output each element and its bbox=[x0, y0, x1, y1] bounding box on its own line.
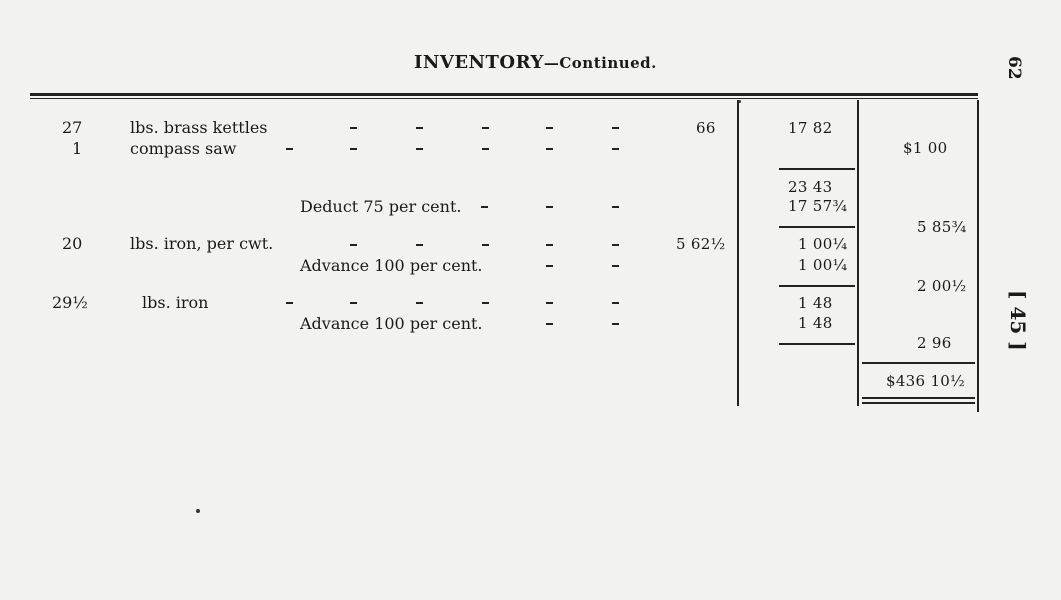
row-item: lbs. brass kettles bbox=[130, 118, 268, 137]
leader-dash bbox=[350, 302, 357, 304]
row-total: 2 96 bbox=[917, 334, 952, 352]
row-total: $1 00 bbox=[903, 139, 948, 157]
leader-dash bbox=[286, 148, 293, 150]
leader-dash bbox=[286, 302, 293, 304]
row-amount: 17 57¾ bbox=[788, 197, 848, 215]
row-qty: 1 bbox=[72, 139, 83, 158]
leader-dash bbox=[482, 148, 489, 150]
leader-dash bbox=[612, 265, 619, 267]
leader-dash bbox=[612, 206, 619, 208]
row-item: Advance 100 per cent. bbox=[300, 314, 483, 333]
scan-speck bbox=[738, 100, 741, 103]
row-amount: 1 00¼ bbox=[798, 256, 848, 274]
leader-dash bbox=[416, 127, 423, 129]
row-amount: 23 43 bbox=[788, 178, 833, 196]
row-item: Deduct 75 per cent. bbox=[300, 197, 462, 216]
leader-dash bbox=[350, 244, 357, 246]
leader-dash bbox=[612, 323, 619, 325]
subtotal-rule bbox=[779, 168, 855, 170]
column-rule-right bbox=[977, 100, 979, 412]
column-rule-middle bbox=[857, 100, 859, 406]
header-rule-thin bbox=[30, 98, 978, 99]
subtotal-rule bbox=[779, 285, 855, 287]
subtotal-rule bbox=[779, 226, 855, 228]
leader-dash bbox=[416, 148, 423, 150]
leader-dash bbox=[546, 302, 553, 304]
leader-dash bbox=[546, 244, 553, 246]
grand-total: $436 10½ bbox=[886, 372, 965, 390]
grand-total-rule bbox=[862, 362, 975, 364]
grand-total-double-rule-top bbox=[862, 397, 975, 399]
subtotal-rule bbox=[779, 343, 855, 345]
leader-dash bbox=[482, 302, 489, 304]
row-amount: 1 48 bbox=[798, 314, 833, 332]
leader-dash bbox=[612, 148, 619, 150]
row-qty: 27 bbox=[62, 118, 83, 137]
leader-dash bbox=[481, 206, 488, 208]
row-total: 5 85¾ bbox=[917, 218, 967, 236]
grand-total-double-rule-bottom bbox=[862, 402, 975, 404]
leader-dash bbox=[350, 127, 357, 129]
leader-dash bbox=[612, 244, 619, 246]
row-amount: 1 00¼ bbox=[798, 235, 848, 253]
row-rate: 66 bbox=[696, 119, 716, 137]
row-item: lbs. iron, per cwt. bbox=[130, 234, 274, 253]
page-number: 62 bbox=[1004, 56, 1024, 80]
leader-dash bbox=[482, 127, 489, 129]
row-amount: 1 48 bbox=[798, 294, 833, 312]
leader-dash bbox=[546, 148, 553, 150]
leader-dash bbox=[416, 244, 423, 246]
leader-dash bbox=[546, 323, 553, 325]
leader-dash bbox=[546, 265, 553, 267]
leader-dash bbox=[350, 148, 357, 150]
row-rate: 5 62½ bbox=[676, 235, 726, 253]
leader-dash bbox=[612, 127, 619, 129]
leader-dash bbox=[546, 127, 553, 129]
leader-dash bbox=[612, 302, 619, 304]
row-item: compass saw bbox=[130, 139, 237, 158]
leader-dash bbox=[546, 206, 553, 208]
leader-dash bbox=[416, 302, 423, 304]
row-item: lbs. iron bbox=[142, 293, 209, 312]
header-rule-thick bbox=[30, 93, 978, 96]
row-qty: 20 bbox=[62, 234, 83, 253]
row-item: Advance 100 per cent. bbox=[300, 256, 483, 275]
scan-speck bbox=[196, 509, 200, 513]
column-rule-left bbox=[737, 100, 739, 406]
row-amount: 17 82 bbox=[788, 119, 833, 137]
leader-dash bbox=[482, 244, 489, 246]
page-title: INVENTORY—Continued. bbox=[414, 52, 657, 73]
row-qty: 29½ bbox=[52, 293, 88, 312]
document-number: [ 45 ] bbox=[1006, 290, 1030, 351]
row-total: 2 00½ bbox=[917, 277, 967, 295]
